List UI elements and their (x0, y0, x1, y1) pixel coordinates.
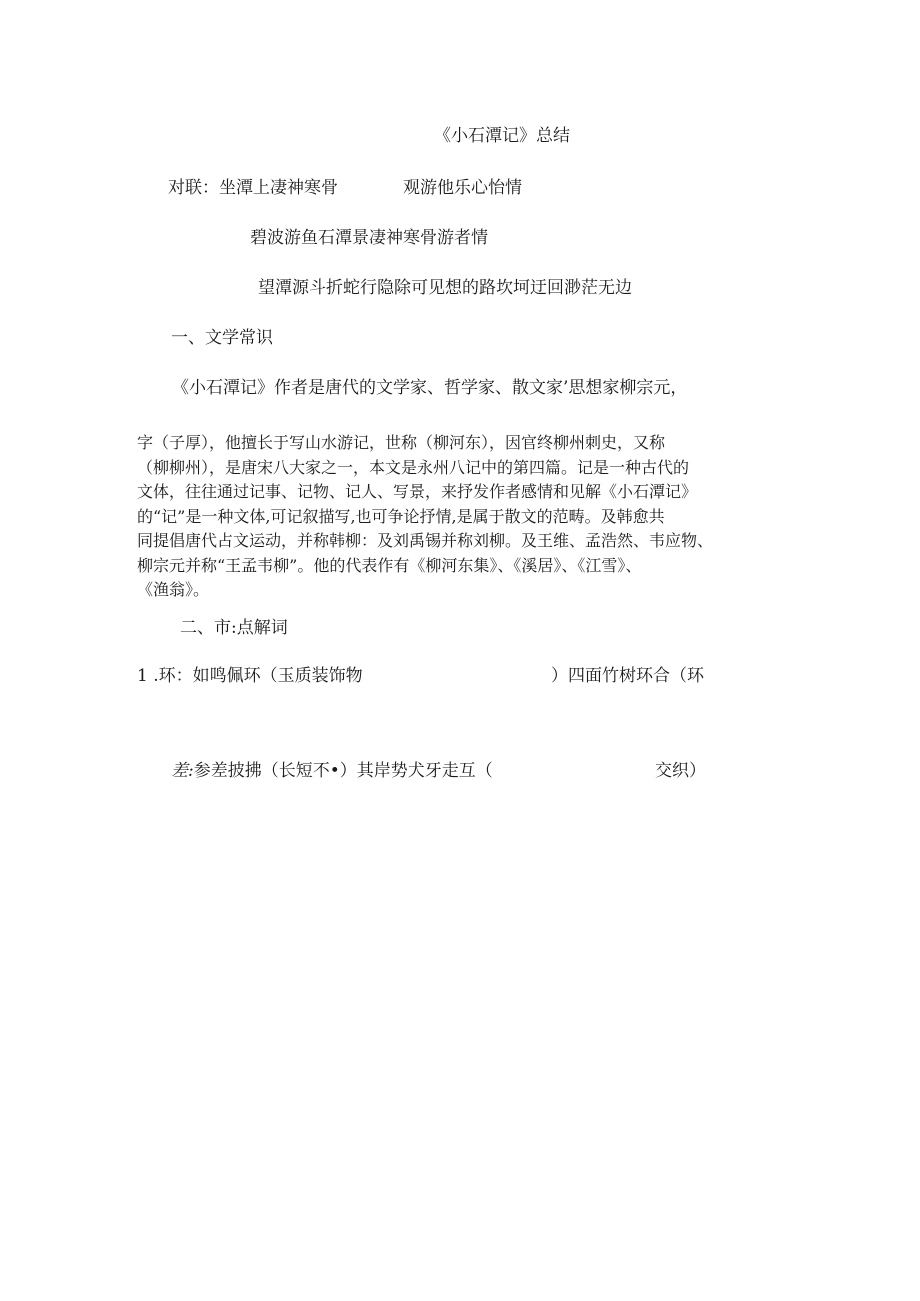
paragraph-line: 字（子厚），他擅长于写山水游记，世称（柳河东），因官终柳州刺史，又称 (137, 433, 666, 452)
vocab-item-1-left: 1 .环：如鸣佩环（玉质装饰物 (137, 666, 363, 686)
section-2-heading: 二、市:点解词 (180, 618, 288, 638)
paragraph-line: 的“记”是一种文体,可记叙描写,也可争论抒情,是属于散文的范畴。及韩愈共 (137, 506, 665, 526)
paragraph-line: 文体，往往通过记事、记物、记人、写景，来抒发作者感情和见解《小石潭记》 (137, 482, 698, 501)
section-1-paragraph (137, 431, 787, 603)
couplet-line-3: 碧波游鱼石潭景凄神寒骨游者情 (250, 228, 488, 248)
paragraph-line: 柳宗元并称“王孟韦柳”。他的代表作有《柳河东集》、《溪居》、《江雪》、 (137, 555, 642, 575)
section-1-intro: 《小石潭记》作者是唐代的文学家、哲学家、散文家’思想家柳宗元， (172, 378, 688, 398)
couplet-line-4: 望潭源斗折蛇行隐除可见想的路坎坷迂回渺茫无边 (258, 278, 632, 298)
couplet-line-1: 对联：坐潭上凄神寒骨 (168, 178, 338, 198)
vocab-item-2-lead: 差: (171, 761, 194, 781)
vocab-item-2-left (171, 763, 493, 780)
paragraph-line: 《渔翁》。 (137, 580, 210, 599)
paragraph-line: 同提倡唐代占文运动，并称韩柳：及刘禹锡并称刘柳。及王维、孟浩然、韦应物、 (137, 531, 714, 550)
section-1-heading: 一、文学常识 (171, 328, 273, 348)
paragraph-line: （柳柳州），是唐宋八大家之一，本文是永州八记中的第四篇。记是一种古代的 (137, 457, 690, 477)
vocab-item-2-text: 参差披拂（长短不•）其岸势犬牙走互（ (193, 761, 493, 781)
vocab-item-2-right: 交织） (655, 761, 706, 781)
page-title: 《小石潭记》总结 (434, 126, 570, 146)
couplet-line-2: 观游他乐心怡情 (403, 178, 522, 198)
vocab-item-1-right: ）四面竹树环合（环 (551, 666, 704, 686)
